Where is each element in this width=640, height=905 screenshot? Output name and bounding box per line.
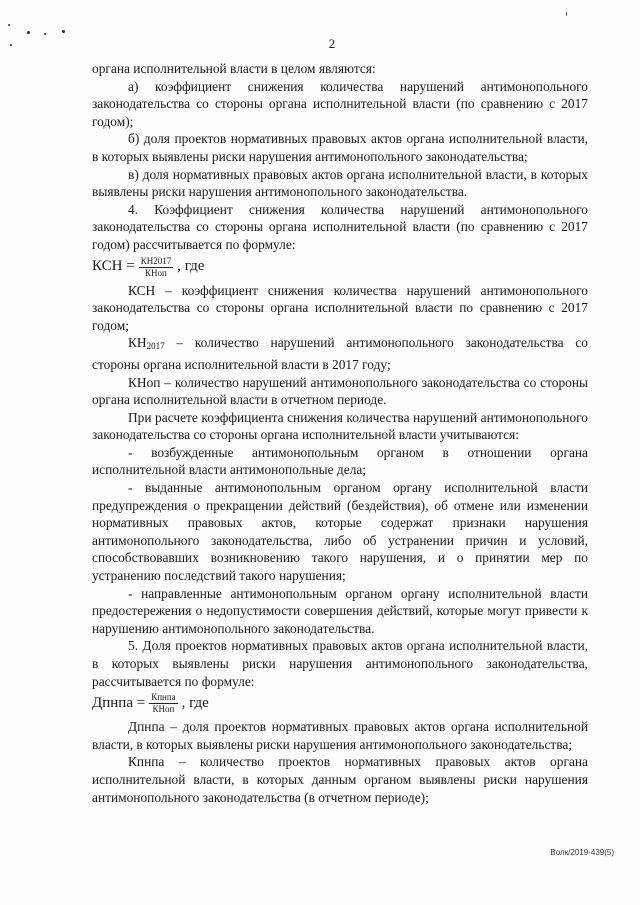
definition-kn2017: [92, 334, 588, 373]
formula-dpnpa-fraction: [149, 692, 177, 715]
item-a: а) коэффициент снижения количества нарушений антимонопольного законодательства со стороны органа исполнительной власти (по сравнению с 2017 годом);: [92, 78, 588, 129]
bullet-item: - направленные антимонопольным органом органу исполнительной власти предостережения о недопустимости совершения действий, которые могут привести к нарушению антимонопольного законодательства.: [92, 585, 588, 636]
scan-speck: [566, 12, 567, 16]
formula-dpnpa-denominator: КНоп: [152, 704, 175, 715]
definition-ksn: КСН – коэффициент снижения количества нарушений антимонопольного законодательства со стороны органа исполнительной власти по сравнению с 2017 годом;: [92, 282, 588, 333]
document-body: [92, 60, 588, 806]
formula-dpnpa: [92, 692, 588, 715]
scan-speck: [8, 24, 10, 26]
formula-ksn-lhs: КСН =: [92, 258, 135, 275]
formula-ksn-numerator: КН2017: [140, 255, 172, 266]
scan-speck: [62, 30, 65, 33]
intro-line: органа исполнительной власти в целом являются:: [92, 61, 376, 76]
page-number: 2: [328, 36, 336, 51]
bullet-item: - выданные антимонопольным органом органу исполнительной власти предупреждения о прекращении действий (бездействия), об отмене или изменении нормативных правовых актов, которые содержат признаки нарушения антимонопольного законодательства, либо об устранении причин и условий, способствовавших возникновению такого нарушения, и о принятии мер по устранению последствий такого нарушения;: [92, 480, 588, 584]
definition-knop: КНоп – количество нарушений антимонопольного законодательства со стороны органа исполнительной власти в отчетном периоде.: [92, 374, 588, 408]
definition-dpnpa: Дпнпа – доля проектов нормативных правовых актов органа исполнительной власти, в которых выявлены риски нарушения антимонопольного законодательства;: [92, 719, 588, 752]
definition-kpnpa: Кпнпа – количество проектов нормативных правовых актов органа исполнительной власти, в которых данным органом выявлены риски нарушения антимонопольного законодательства (в отчетном периоде);: [92, 754, 588, 805]
bullet-item: - возбужденные антимонопольным органом в отношении органа исполнительной власти антимонопольные дела;: [92, 444, 588, 478]
formula-dpnpa-numerator: Кпнпа: [151, 692, 176, 703]
formula-ksn-fraction: [139, 256, 174, 279]
document-footer-code: Волк/2019-439(5): [550, 848, 614, 857]
formula-dpnpa-lhs: Дпнпа =: [92, 694, 146, 711]
kn2017-symbol: КН: [128, 335, 147, 351]
calculation-intro: При расчете коэффициента снижения количества нарушений антимонопольного законодательства со стороны органа исполнительной власти учитываются:: [92, 409, 588, 443]
kn2017-subscript: 2017: [146, 341, 165, 352]
item-b: б) доля проектов нормативных правовых актов органа исполнительной власти, в которых выявлены риски нарушения антимонопольного законодательства;: [92, 131, 588, 164]
scan-speck: [27, 31, 30, 34]
formula-dpnpa-tail: , где: [181, 694, 209, 711]
formula-ksn: [92, 256, 588, 279]
paragraph-4: 4. Коэффициент снижения количества нарушений антимонопольного законодательства со стороны органа исполнительной власти (по сравнению с 2017 годом) рассчитывается по формуле:: [92, 201, 588, 252]
formula-ksn-denominator: КНоп: [145, 267, 167, 278]
scan-speck: [44, 33, 46, 35]
item-c: в) доля нормативных правовых актов органа исполнительной власти, в которых выявлены риски нарушения антимонопольного законодательства.: [92, 166, 588, 200]
kn2017-text: – количество нарушений антимонопольного законодательства со стороны органа исполнительной власти в 2017 году;: [92, 335, 588, 372]
paragraph-5: 5. Доля проектов нормативных правовых актов органа исполнительной власти, в которых выявлены риски нарушения антимонопольного законодательства, рассчитывается по формуле:: [92, 638, 588, 689]
scan-speck: [10, 44, 12, 46]
formula-ksn-tail: , где: [177, 258, 205, 275]
